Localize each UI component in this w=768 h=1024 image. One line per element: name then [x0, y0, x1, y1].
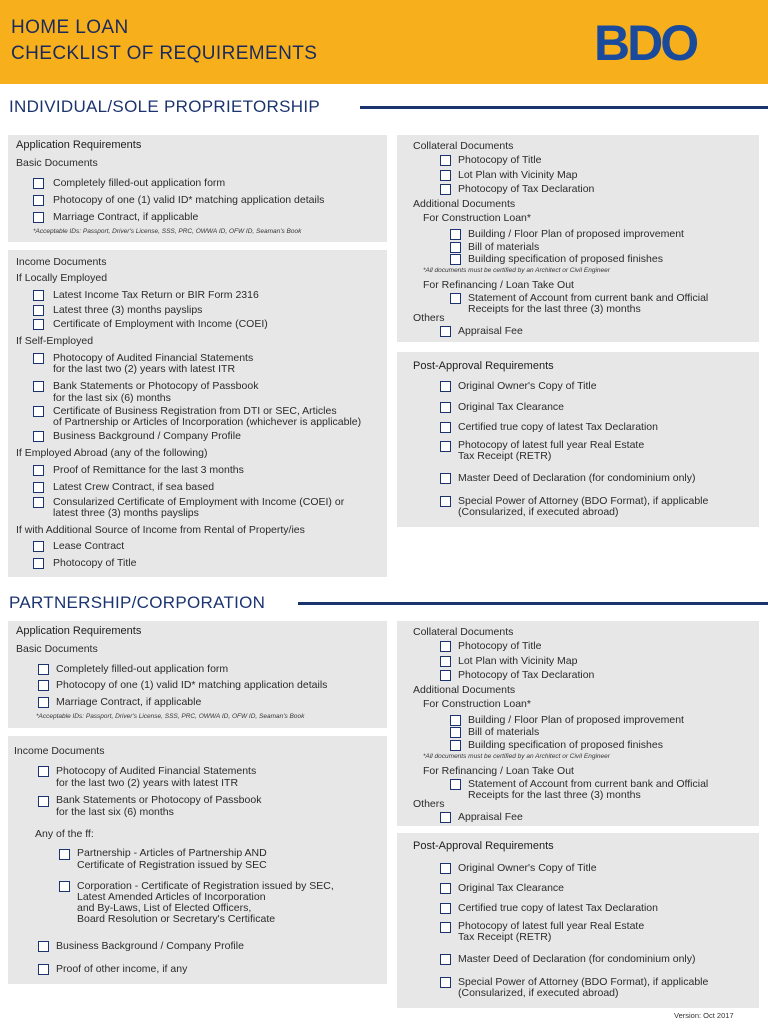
checkbox[interactable] [440, 812, 451, 823]
checkbox[interactable] [440, 441, 451, 452]
item-label-cont: Latest Amended Articles of Incorporation [77, 891, 266, 903]
item-label: Proof of Remittance for the last 3 months [53, 464, 244, 476]
item-label: Special Power of Attorney (BDO Format), if applicable [458, 976, 709, 988]
checkbox[interactable] [450, 740, 461, 751]
checkbox[interactable] [450, 779, 461, 790]
item-label: Photocopy of Title [458, 154, 542, 166]
item-label-cont: Board Resolution or Secretary's Certificate [77, 913, 276, 925]
item-label: Proof of other income, if any [56, 963, 188, 975]
item-label: Photocopy of Audited Financial Statements [56, 765, 257, 777]
item-label-cont: Receipts for the last three (3) months [468, 303, 641, 315]
item-label: Master Deed of Declaration (for condominium only) [458, 953, 696, 965]
bdo-logo: BDO [594, 15, 697, 71]
item-label-cont: Certificate of Registration issued by SEC [77, 859, 267, 871]
item-label: Lease Contract [53, 540, 125, 552]
application-requirements-heading: Application Requirements [16, 139, 142, 151]
checkbox[interactable] [33, 482, 44, 493]
item-label-cont: for the last two (2) years with latest ITR [56, 777, 239, 789]
checkbox[interactable] [38, 664, 49, 675]
checkbox[interactable] [440, 641, 451, 652]
checkbox[interactable] [440, 381, 451, 392]
checkbox[interactable] [33, 558, 44, 569]
item-label: Building / Floor Plan of proposed improvement [468, 228, 684, 240]
item-label: Certificate of Business Registration from DTI or SEC, Articles [53, 405, 337, 417]
item-label-cont: latest three (3) months payslips [53, 507, 199, 519]
item-label: Original Owner's Copy of Title [458, 862, 597, 874]
item-label: Special Power of Attorney (BDO Format), if applicable [458, 495, 709, 507]
employed-abroad-label: If Employed Abroad (any of the following) [16, 447, 208, 459]
checkbox[interactable] [33, 305, 44, 316]
checkbox[interactable] [59, 849, 70, 860]
locally-employed-label: If Locally Employed [16, 272, 108, 284]
income-documents-heading: Income Documents [14, 745, 105, 757]
checkbox[interactable] [33, 353, 44, 364]
item-label: Corporation - Certificate of Registration issued by SEC, [77, 880, 334, 892]
item-label: Lot Plan with Vicinity Map [458, 655, 578, 667]
checkbox[interactable] [33, 465, 44, 476]
item-label: Photocopy of Title [458, 640, 542, 652]
checkbox[interactable] [440, 170, 451, 181]
checkbox[interactable] [38, 680, 49, 691]
checkbox[interactable] [440, 402, 451, 413]
checkbox[interactable] [440, 496, 451, 507]
item-label: Photocopy of Title [53, 557, 137, 569]
refinancing-label: For Refinancing / Loan Take Out [423, 279, 574, 291]
item-label: Completely filled-out application form [56, 663, 229, 675]
checkbox[interactable] [440, 670, 451, 681]
item-label: Business Background / Company Profile [56, 940, 244, 952]
item-label: Appraisal Fee [458, 325, 523, 337]
certified-footnote: *All documents must be certified by an Architect or Civil Engineer [423, 267, 610, 274]
item-label: Latest Income Tax Return or BIR Form 2316 [53, 289, 259, 301]
checkbox[interactable] [38, 964, 49, 975]
item-label: Certificate of Employment with Income (COEI) [53, 318, 268, 330]
checkbox[interactable] [440, 903, 451, 914]
application-requirements-heading: Application Requirements [16, 625, 142, 637]
checkbox[interactable] [450, 242, 461, 253]
item-label: Photocopy of Tax Declaration [458, 183, 595, 195]
checkbox[interactable] [440, 422, 451, 433]
item-label-cont: for the last six (6) months [53, 392, 171, 404]
section-title-partnership: PARTNERSHIP/CORPORATION [9, 593, 266, 612]
item-label: Latest three (3) months payslips [53, 304, 203, 316]
item-label-cont: Receipts for the last three (3) months [468, 789, 641, 801]
item-label: Marriage Contract, if applicable [56, 696, 202, 708]
item-label-cont: and By-Laws, List of Elected Officers, [77, 902, 252, 914]
item-label: Bank Statements or Photocopy of Passbook [56, 794, 262, 806]
checkbox[interactable] [33, 319, 44, 330]
checkbox[interactable] [440, 184, 451, 195]
item-label: Certified true copy of latest Tax Declaration [458, 902, 658, 914]
item-label: Photocopy of Tax Declaration [458, 669, 595, 681]
item-label: Photocopy of latest full year Real Estate [458, 920, 645, 932]
item-label: Photocopy of one (1) valid ID* matching application details [53, 194, 325, 206]
checkbox[interactable] [33, 497, 44, 508]
any-of-label: Any of the ff: [35, 828, 94, 840]
version-label: Version: Oct 2017 [674, 1011, 734, 1020]
checkbox[interactable] [440, 977, 451, 988]
item-label: Building specification of proposed finishes [468, 739, 663, 751]
item-label: Original Owner's Copy of Title [458, 380, 597, 392]
checkbox[interactable] [33, 178, 44, 189]
id-footnote: *Acceptable IDs: Passport, Driver's License, SSS, PRC, OWWA ID, OFW ID, Seaman's Book [33, 228, 302, 235]
item-label-cont: for the last two (2) years with latest ITR [53, 363, 236, 375]
item-label: Photocopy of one (1) valid ID* matching application details [56, 679, 328, 691]
section-rule [360, 106, 768, 109]
item-label: Building specification of proposed finishes [468, 253, 663, 265]
checkbox[interactable] [38, 796, 49, 807]
item-label: Bill of materials [468, 241, 540, 253]
item-label: Bill of materials [468, 726, 540, 738]
title-line-2: CHECKLIST OF REQUIREMENTS [11, 43, 318, 64]
post-approval-heading: Post-Approval Requirements [413, 840, 554, 852]
checkbox[interactable] [450, 293, 461, 304]
checkbox[interactable] [450, 254, 461, 265]
section-title-individual: INDIVIDUAL/SOLE PROPRIETORSHIP [9, 97, 320, 116]
others-label: Others [413, 798, 445, 810]
checkbox[interactable] [440, 883, 451, 894]
post-approval-heading: Post-Approval Requirements [413, 360, 554, 372]
item-label: Marriage Contract, if applicable [53, 211, 199, 223]
item-label: Business Background / Company Profile [53, 430, 241, 442]
basic-documents-label: Basic Documents [16, 643, 98, 655]
item-label: Appraisal Fee [458, 811, 523, 823]
checkbox[interactable] [440, 473, 451, 484]
item-label: Photocopy of Audited Financial Statements [53, 352, 254, 364]
item-label: Bank Statements or Photocopy of Passbook [53, 380, 259, 392]
item-label-cont: of Partnership or Articles of Incorporation (whichever is applicable) [53, 416, 362, 428]
checkbox[interactable] [440, 656, 451, 667]
checkbox[interactable] [440, 326, 451, 337]
additional-documents-label: Additional Documents [413, 684, 516, 696]
collateral-documents-heading: Collateral Documents [413, 140, 514, 152]
checkbox[interactable] [38, 941, 49, 952]
checkbox[interactable] [450, 727, 461, 738]
item-label: Latest Crew Contract, if sea based [53, 481, 215, 493]
checkbox[interactable] [450, 715, 461, 726]
checkbox[interactable] [59, 881, 70, 892]
item-label: Original Tax Clearance [458, 882, 565, 894]
item-label: Consularized Certificate of Employment with Income (COEI) or [53, 496, 345, 508]
checkbox[interactable] [38, 766, 49, 777]
id-footnote: *Acceptable IDs: Passport, Driver's License, SSS, PRC, OWWA ID, OFW ID, Seaman's Book [36, 713, 305, 720]
item-label: Statement of Account from current bank and Official [468, 778, 709, 790]
checkbox[interactable] [440, 155, 451, 166]
item-label-cont: (Consularized, if executed abroad) [458, 506, 619, 518]
title-line-1: HOME LOAN [11, 17, 129, 38]
income-documents-heading: Income Documents [16, 256, 107, 268]
basic-documents-label: Basic Documents [16, 157, 98, 169]
item-label: Original Tax Clearance [458, 401, 565, 413]
item-label-cont: for the last six (6) months [56, 806, 174, 818]
item-label: Lot Plan with Vicinity Map [458, 169, 578, 181]
item-label-cont: Tax Receipt (RETR) [458, 931, 552, 943]
item-label-cont: Tax Receipt (RETR) [458, 450, 552, 462]
checkbox[interactable] [33, 431, 44, 442]
checkbox[interactable] [440, 922, 451, 933]
item-label-cont: (Consularized, if executed abroad) [458, 987, 619, 999]
checkbox[interactable] [450, 229, 461, 240]
item-label: Certified true copy of latest Tax Declaration [458, 421, 658, 433]
checkbox[interactable] [33, 406, 44, 417]
item-label: Master Deed of Declaration (for condominium only) [458, 472, 696, 484]
checkbox[interactable] [440, 954, 451, 965]
additional-documents-label: Additional Documents [413, 198, 516, 210]
others-label: Others [413, 312, 445, 324]
checkbox[interactable] [33, 212, 44, 223]
construction-loan-label: For Construction Loan* [423, 698, 531, 710]
item-label: Completely filled-out application form [53, 177, 226, 189]
construction-loan-label: For Construction Loan* [423, 212, 531, 224]
section-rule [298, 602, 768, 605]
checkbox[interactable] [38, 697, 49, 708]
item-label: Building / Floor Plan of proposed improvement [468, 714, 684, 726]
checkbox[interactable] [33, 381, 44, 392]
checkbox[interactable] [33, 195, 44, 206]
self-employed-label: If Self-Employed [16, 335, 94, 347]
checkbox[interactable] [440, 863, 451, 874]
certified-footnote: *All documents must be certified by an Architect or Civil Engineer [423, 753, 610, 760]
collateral-documents-heading: Collateral Documents [413, 626, 514, 638]
item-label: Photocopy of latest full year Real Estate [458, 439, 645, 451]
refinancing-label: For Refinancing / Loan Take Out [423, 765, 574, 777]
rental-income-label: If with Additional Source of Income from Rental of Property/ies [16, 524, 305, 536]
checkbox[interactable] [33, 290, 44, 301]
checkbox[interactable] [33, 541, 44, 552]
item-label: Partnership - Articles of Partnership AND [77, 847, 267, 859]
item-label: Statement of Account from current bank and Official [468, 292, 709, 304]
